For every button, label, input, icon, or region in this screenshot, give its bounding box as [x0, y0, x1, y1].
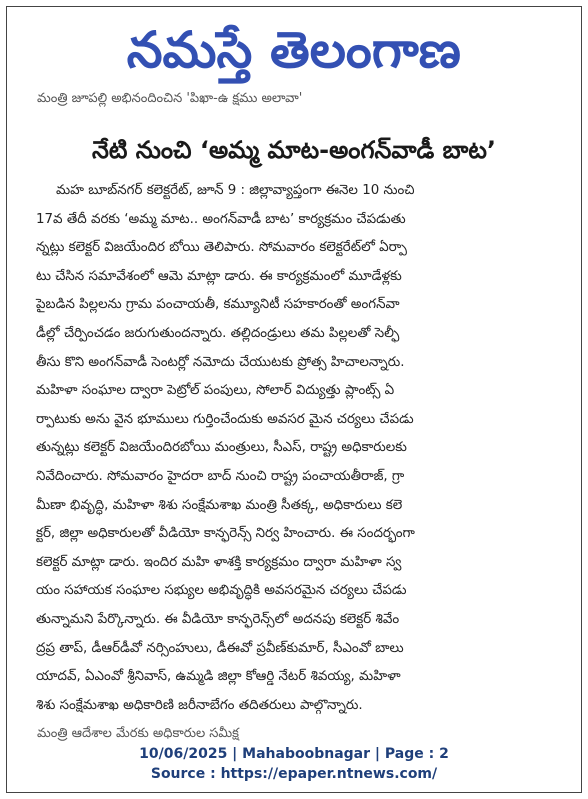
article-line: కలెక్టర్ మాట్లా డారు. ఇందిర మహి ళాశక్తి కార్యక్రమం ద్వారా మహిళా స్వ — [36, 554, 402, 570]
clipping-frame — [6, 6, 582, 793]
clipping-footer — [7, 744, 581, 784]
article-line: మహిళా సంఘాల ద్వారా పెట్రోల్ పంపులు, సోలార్ విద్యుత్తు ప్లాంట్స్ ఏ — [36, 383, 395, 399]
article-line: ద్రప్ర తాప్, డీఆర్‌డీవో నర్సింహులు, డీఈవో ప్రవీణ్‌కుమార్, సీఎంవో బాలు — [36, 640, 404, 656]
article-line: టు చేసిన సమావేశంలో ఆమె మాట్లా డారు. ఈ కార్యక్రమంలో మూడేళ్లకు — [36, 268, 402, 284]
article-line: క్టర్, జిల్లా అధికారులతో వీడియో కాన్ఫరెన్స్ నిర్వ హించారు. ఈ సందర్భంగా — [36, 526, 415, 542]
clipped-text: మంత్రి జూపల్లి అభినందించిన 'పిఖా-ఉ క్షము అలావా' — [37, 91, 303, 106]
article-line: నివేదించారు. సోమవారం హైదరా బాద్ నుంచి రాష్ట్ర పంచాయతీరాజ్, గ్రా — [36, 468, 405, 484]
article-line: శిశు సంక్షేమశాఖ అధికారిణి జరీనాబేగం తదితరులు పాల్గొన్నారు. — [36, 697, 363, 713]
article-line: న్నట్లు కలెక్టర్ విజయేందిర బోయి తెలిపారు. సోమవారం కలెక్టరేట్‌లో ఏర్పా — [36, 240, 407, 256]
article-body — [36, 177, 558, 720]
article-line: తీసు కొని అంగన్‌వాడీ సెంటర్లో నమోదు చేయుటకు ప్రోత్స హిచాలన్నారు. — [36, 354, 405, 370]
article-line: మహ బూబ్‌నగర్ కలెక్టరేట్, జూన్ 9 : జిల్లావ్యాప్తంగా ఈనెల 10 నుంచి — [56, 183, 415, 198]
clipped-previous-article-line — [37, 91, 557, 113]
article-line: యం సహాయక సంఘాల సభ్యుల అభివృద్ధికి అవసరమైన చర్యలు చేపడు — [36, 583, 407, 599]
article-line: తున్నట్లు కలెక్టర్ విజయేందిరబోయి మంత్రులు, సీఎస్, రాష్ట్ర అధికారులకు — [36, 440, 407, 456]
article-line: 17వ తేదీ వరకు ‘అమ్మ మాట.. అంగన్‌వాడీ బాట’ కార్యక్రమం చేపడుతు — [36, 211, 406, 227]
masthead — [7, 17, 581, 87]
article-line: ర్పాటుకు అను వైన భూములు గుర్తించేందుకు అవసర మైన చర్యలు చేపడు — [36, 411, 414, 427]
edition-info: 10/06/2025 | Mahaboobnagar | Page : 2 — [139, 746, 449, 762]
source-link[interactable]: Source : https://epaper.ntnews.com/ — [150, 766, 438, 782]
clipped-next-article-line — [37, 719, 557, 741]
article-headline: నేటి నుంచి ‘అమ్మ మాట-అంగన్‌వాడీ బాట’ — [92, 136, 496, 164]
article-line: తున్నామని పేర్కొన్నారు. ఈ వీడియో కాన్ఫరెన్స్‌లో అదనపు కలెక్టర్ శివేం — [36, 611, 400, 627]
article-line: యాదవ్, ఏఎంవో శ్రీనివాస్, ఉమ్మడి జిల్లా కోఆర్డి నేటర్ శివయ్య, మహిళా — [36, 669, 401, 685]
clipped-text: మంత్రి ఆదేశాల మేరకు అధికారుల సమీక్ష — [37, 726, 239, 741]
article-line: పైబడిన పిల్లలను గ్రామ పంచాయతీ, కమ్యూనిటీ సహకారంతో అంగన్‌వా — [36, 297, 400, 313]
article-line: డీల్లో చేర్పించడం జరుగుతుందన్నారు. తల్లిదండ్రులు తమ పిల్లలతో సెల్ఫీ — [36, 325, 400, 341]
newspaper-logo: నమస్తే తెలంగాణ — [126, 21, 462, 79]
article-line: మీణా భివృద్ధి, మహిళా శిశు సంక్షేమశాఖ మంత్రి సీతక్క, అధికారులు కలె — [36, 497, 403, 513]
